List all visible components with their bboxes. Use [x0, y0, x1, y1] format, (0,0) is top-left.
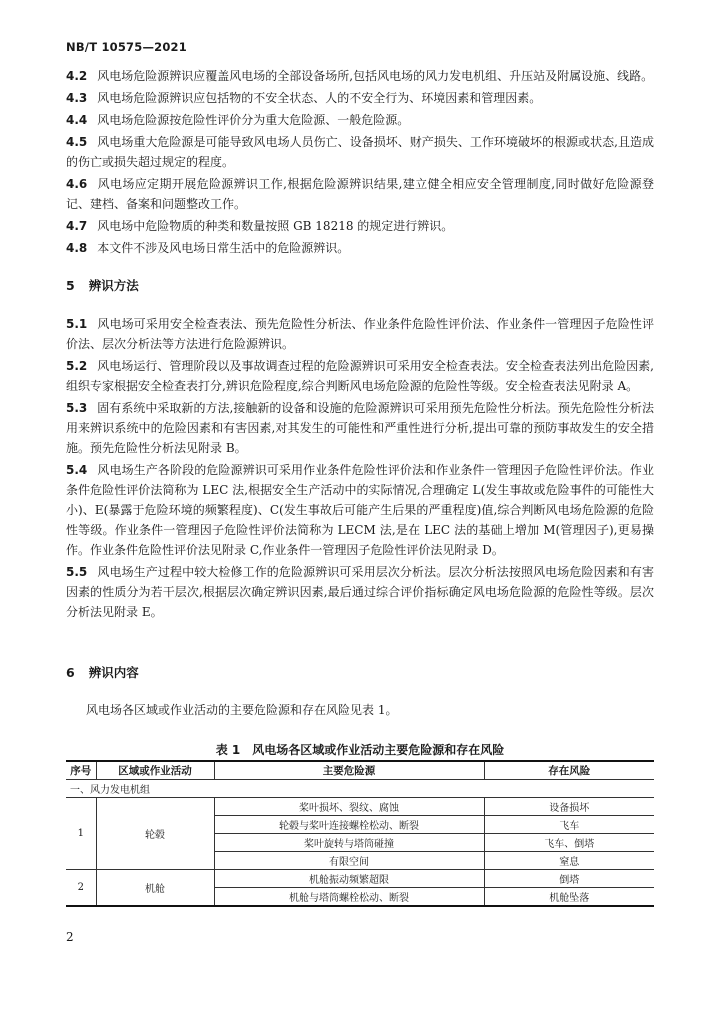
standard-code: NB/T 10575—2021	[66, 40, 187, 54]
clause-5-3: 5.3 固有系统中采取新的方法,接触新的设备和设施的危险源辨识可采用预先危险性分析法。预先危险性分析法用来辨识系统中的危险因素和有害因素,对其发生的可能性和严重性进行分析,提出可靠的预防事故发生的安全措施。预先危险性分析法见附录 B。	[66, 401, 654, 455]
row-hazard: 桨叶旋转与塔筒碰撞	[214, 834, 484, 852]
page-number: 2	[66, 930, 74, 944]
section-5-clauses	[66, 314, 654, 624]
section-5-heading: 5 辨识方法	[66, 278, 139, 293]
row-area: 轮毂	[96, 798, 214, 870]
row-number: 1	[66, 798, 96, 870]
row-hazard: 机舱振动频繁超限	[214, 870, 484, 888]
clause-5-1: 5.1 风电场可采用安全检查表法、预先危险性分析法、作业条件危险性评价法、作业条件一管理因子危险性评价法、层次分析法等方法进行危险源辨识。	[66, 317, 654, 351]
row-risk: 倒塔	[484, 870, 654, 888]
clause-4-6: 4.6 风电场应定期开展危险源辨识工作,根据危险源辨识结果,建立健全相应安全管理制度,同时做好危险源登记、建档、备案和问题整改工作。	[66, 177, 654, 211]
row-hazard: 轮毂与桨叶连接螺栓松动、断裂	[214, 816, 484, 834]
row-number: 2	[66, 870, 96, 907]
row-area: 机舱	[96, 870, 214, 907]
clause-5-4: 5.4 风电场生产各阶段的危险源辨识可采用作业条件危险性评价法和作业条件一管理因子危险性评价法。作业条件危险性评价法简称为 LEC 法,根据安全生产活动中的实际情况,合理确定 L(发生事故或危险事件的可能性大小)、E(暴露于危险环境的频繁程度)、C(发生事故后可能产生后果的严重程度)值,综合判断风电场危险源的危险性等级。作业条件一管理因子危险性评价法简称为 LECM 法,是在 LEC 法的基础上增加 M(管理因子),更易操作。作业条件危险性评价法见附录 C,作业条件一管理因子危险性评价法见附录 D。	[66, 463, 654, 557]
table-header-row	[66, 761, 654, 780]
row-risk: 飞车	[484, 816, 654, 834]
clause-4-4: 4.4 风电场危险源按危险性评价分为重大危险源、一般危险源。	[66, 113, 410, 127]
clause-4-7: 4.7 风电场中危险物质的种类和数量按照 GB 18218 的规定进行辨识。	[66, 219, 454, 233]
group-label: 一、风力发电机组	[66, 780, 654, 798]
header-risk: 存在风险	[484, 761, 654, 780]
row-risk: 机舱坠落	[484, 888, 654, 907]
section-6-heading: 6 辨识内容	[66, 665, 139, 680]
section-6-intro: 风电场各区域或作业活动的主要危险源和存在风险见表 1。	[86, 703, 398, 717]
row-hazard: 桨叶损坏、裂纹、腐蚀	[214, 798, 484, 816]
clause-4-3: 4.3 风电场危险源辨识应包括物的不安全状态、人的不安全行为、环境因素和管理因素。	[66, 91, 542, 105]
section-4-clauses	[66, 66, 654, 260]
clause-4-5: 4.5 风电场重大危险源是可能导致风电场人员伤亡、设备损坏、财产损失、工作环境破坏的根源或状态,且造成的伤亡或损失超过规定的程度。	[66, 135, 654, 169]
row-hazard: 有限空间	[214, 852, 484, 870]
table-row	[66, 870, 654, 888]
header-area: 区域或作业活动	[96, 761, 214, 780]
hazard-risk-table	[66, 760, 654, 907]
row-risk: 窒息	[484, 852, 654, 870]
table-row	[66, 798, 654, 816]
clause-5-5: 5.5 风电场生产过程中较大检修工作的危险源辨识可采用层次分析法。层次分析法按照风电场危险因素和有害因素的性质分为若干层次,根据层次确定辨识因素,最后通过综合评价指标确定风电场危险源的危险性等级。层次分析法见附录 E。	[66, 565, 654, 619]
row-hazard: 机舱与塔筒螺栓松动、断裂	[214, 888, 484, 907]
table-group-row	[66, 780, 654, 798]
row-risk: 设备损坏	[484, 798, 654, 816]
clause-5-2: 5.2 风电场运行、管理阶段以及事故调查过程的危险源辨识可采用安全检查表法。安全检查表法列出危险因素,组织专家根据安全检查表打分,辨识危险程度,综合判断风电场危险源的危险性等级。安全检查表法见附录 A。	[66, 359, 654, 393]
clause-4-8: 4.8 本文件不涉及风电场日常生活中的危险源辨识。	[66, 241, 350, 255]
header-no: 序号	[66, 761, 96, 780]
row-risk: 飞车、倒塔	[484, 834, 654, 852]
table-title: 表 1 风电场各区域或作业活动主要危险源和存在风险	[215, 743, 505, 757]
clause-4-2: 4.2 风电场危险源辨识应覆盖风电场的全部设备场所,包括风电场的风力发电机组、升压站及附属设施、线路。	[66, 69, 654, 83]
header-hazard: 主要危险源	[214, 761, 484, 780]
